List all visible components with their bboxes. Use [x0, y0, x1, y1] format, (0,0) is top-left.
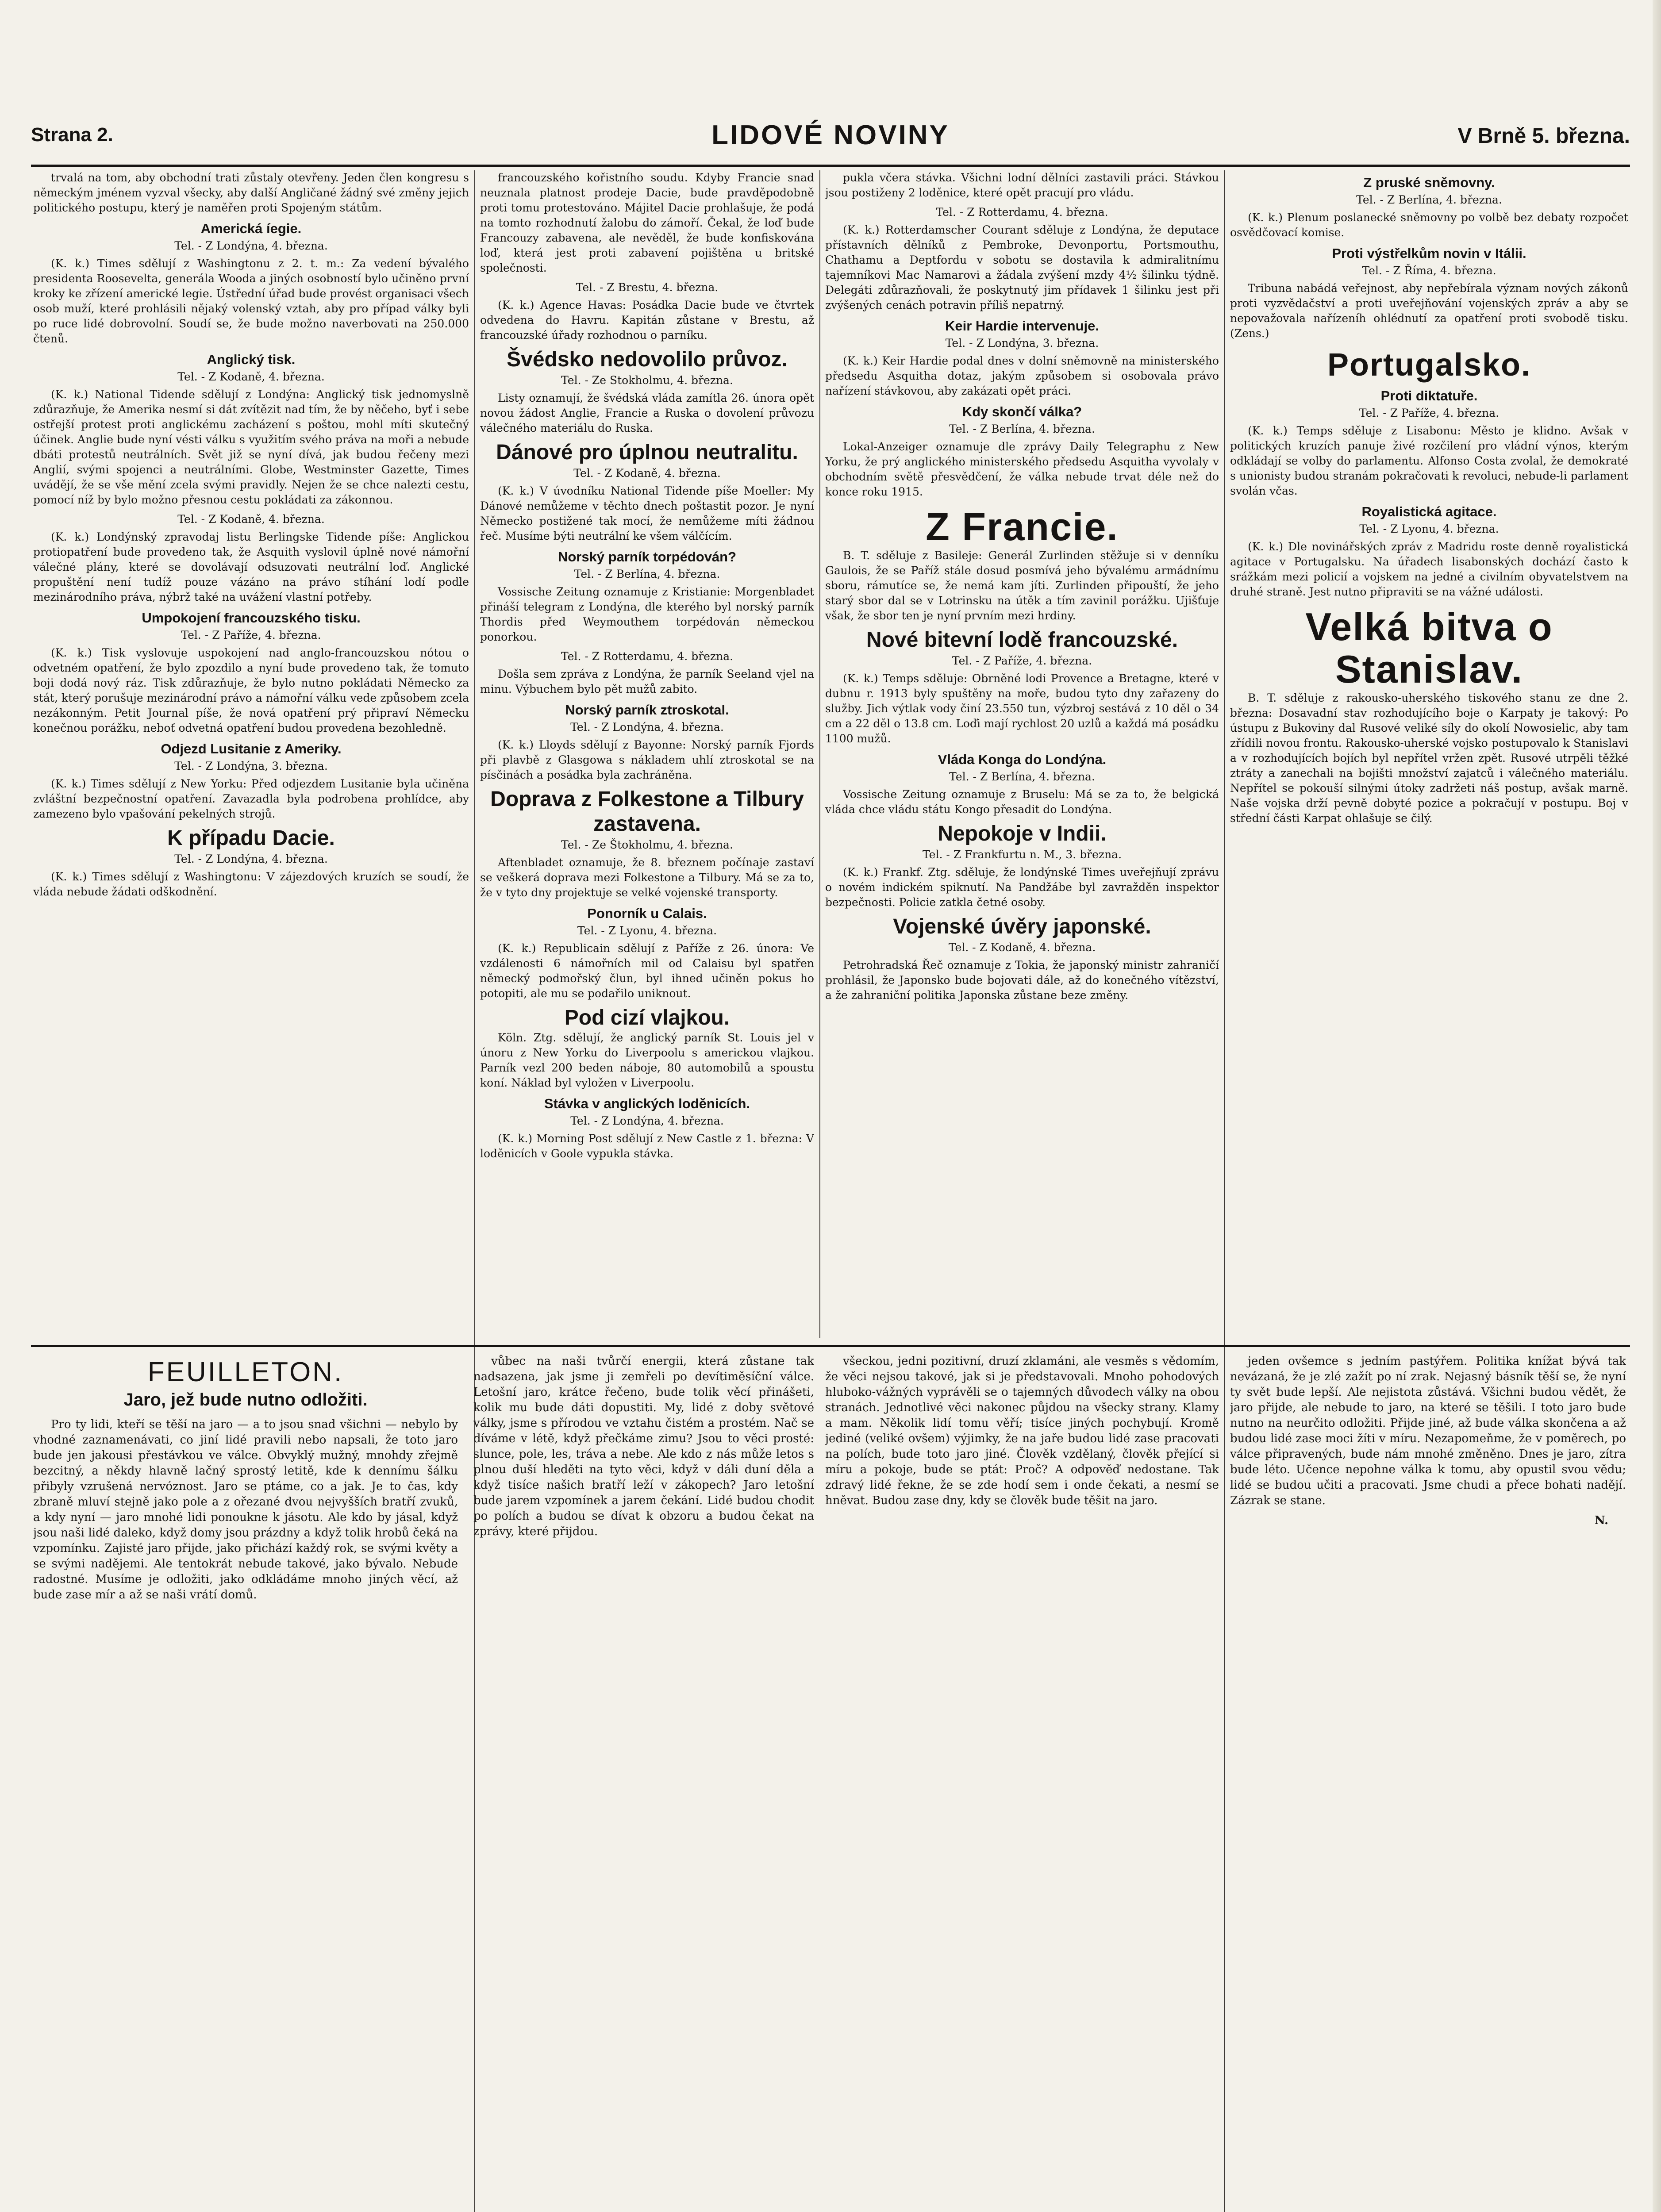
article-headline: Kdy skončí válka?: [962, 404, 1082, 419]
article-headline: Proti diktatuře.: [1380, 388, 1478, 403]
article-body: Köln. Ztg. sdělují, že anglický parník St. Louis jel v únoru z New Yorku do Liverpoolu s americkou vlajkou. Parník vezl 200 beden náboje, 80 automobilů a spoustu koní. Náklad byl vyložen v Liverpoolu.: [480, 1031, 814, 1089]
article-body: (K. k.) Lloyds sdělují z Bayonne: Norský parník Fjords při plavbě z Glasgowa s nákladem uhlí ztroskotal se na písčinách a posádka byla zachráněna.: [480, 738, 814, 781]
article: [1230, 245, 1628, 341]
article-body: Aftenbladet oznamuje, že 8. březnem počínaje zastaví se veškerá doprava mezi Folkestone a Tilbury. Má se za to, že v tyto dny projektuje se velké vojenské transporty.: [480, 856, 814, 899]
article-headline: Velká bitva o Stanislav.: [1305, 605, 1553, 691]
article-body: francouzského kořistního soudu. Kdyby Francie snad neuznala platnost prodeje Dacie, bude pravděpodobně proti tomu protestováno. Májitel Dacie prohlašuje, že podá na tomto rozhodnutí žalobu do zámoří. Čekal, že loď bude Francouzy zabavena, ale nevěděl, že bude konfiskována loď, která jest proti zabavení pojištěna u britské společnosti.: [480, 171, 814, 274]
article-body: Vossische Zeitung oznamuje z Bruselu: Má se za to, že belgická vláda chce vládu státu Kongo přesadit do Londýna.: [825, 788, 1219, 816]
article-body: (K. k.) Plenum poslanecké sněmovny po volbě bez debaty rozpočet osvědčovací komise.: [1230, 211, 1628, 239]
article-dateline: Tel. - Ze Stokholmu, 4. března.: [561, 374, 733, 387]
article-body: (K. k.) V úvodníku National Tidende píše Moeller: My Dánové nemůžeme v těchto dnech poštastit pozor. Je nyní Německo postižené tak mocí, že nemůžeme míti žádnou řeč. Musíme býti neutrální ke všem válčícím.: [480, 484, 814, 542]
article-headline: Norský parník ztroskotal.: [565, 702, 729, 718]
article-body: B. T. sděluje z rakousko-uherského tiskového stanu ze dne 2. března: Dosavadní stav rozhodujícího boje o Karpaty je takový: Po ústupu z Bukoviny dal Rusové veliké síly do okolí Nowosielic, aby tam zřídili novou frontu. Rakousko-uherské vojsko postupovalo k Stanislavi a v rozhodujících bojích byl nepřítel vržen zpět. Rusové utrpěli těžké ztráty a zanechali na bojišti množství zajatců i válečného materiálu. Nepřítel se pokouší silnými útoky zadržeti náš postup, avšak marně. Naše vojska drží pevně dobyté pozice a pokračují v postupu. Boj v střední části Karpat ohlašuje se čilý.: [1230, 691, 1628, 825]
article-headline: Vojenské úvěry japonské.: [893, 915, 1151, 938]
article-dateline: Tel. - Z Paříže, 4. března.: [952, 654, 1092, 667]
column-divider: [819, 170, 820, 1338]
article-body: (K. k.) Rotterdamscher Courant sděluje z Londýna, že deputace přístavních dělníků z Pembroke, Devonportu, Portsmouthu, Chathamu a Deptfordu v sobotu se dostavila k admiralitnímu tajemníkovi Mac Namarovi a žádala zvýšení mzdy 4½ šilinku týdně. Delegáti zdůrazňovali, že poskytnutý jim přídavek 1 šilinku jest při zvýšených cenách potravin příliš nepatrný.: [825, 223, 1219, 311]
article-dateline: Tel. - Z Londýna, 3. března.: [174, 760, 328, 772]
article-body: (K. k.) Times sdělují z New Yorku: Před odjezdem Lusitanie byla učiněna zvláštní bezpečnostní opatření. Zavazadla byla podrobena prohlídce, aby zamezeno bylo vpašování pekelných strojů.: [33, 777, 469, 820]
article-body: Došla sem zpráva z Londýna, že parník Seeland vjel na minu. Výbuchem bylo pět mužů zabito.: [480, 668, 814, 695]
article-dateline: Tel. - Z Paříže, 4. března.: [181, 629, 321, 641]
article-dateline: Tel. - Z Berlína, 4. března.: [949, 422, 1095, 435]
section-headline: Portugalsko.: [1327, 347, 1531, 383]
article-dateline: Tel. - Z Londýna, 4. března.: [570, 1114, 724, 1127]
article-dateline: Tel. - Z Berlína, 4. března.: [1356, 193, 1502, 206]
article: [480, 440, 814, 544]
article-body: (K. k.) Times sdělují z Washingtonu: V zájezdových kruzích se soudí, že vláda nebude žádati odškodnění.: [33, 870, 469, 898]
article-body: B. T. sděluje z Basileje: Generál Zurlinden stěžuje si v denníku Gaulois, že se Paříž stále dosud posmívá jeho bývalému armádnímu sboru, rámutíce se, že nemá kam jíti. Zurlinden připouští, že jeho starý sbor dal se v Lotrinsku na útěk a tím zavinil porážku. Ujišťuje však, že sbor ten je nyní prvním mezi hrdiny.: [825, 549, 1219, 622]
article-body: Vossische Zeitung oznamuje z Kristianie: Morgenbladet přináší telegram z Londýna, dle kterého byl norský parník Thordis před Weymouthem torpédován německou ponorkou.: [480, 585, 814, 643]
article: [825, 822, 1219, 910]
article-body: (K. k.) Tisk vyslovuje uspokojení nad anglo-francouzskou nótou o odvetném opatření, že bylo zpozdilo a nyní bude provedeno tak, že tomuto boji dodá nový ráz. Tisk zdůrazňuje, že bylo nutno pokládati Německo za stát, který porušuje mezinárodní právo a námořní válku vede způsobem zcela nezákonným. Petit Journal píše, že nová opatření prý připraví Německu konečnou porážku, neboť odvetná opatření budou provedena bezohledně.: [33, 646, 469, 734]
article-body: Petrohradská Řeč oznamuje z Tokia, že japonský ministr zahraničí prohlásil, že Japonsko bude bojovati dále, až do konečného vítězství, a že zahraniční politika Japonska zůstane beze změny.: [825, 959, 1219, 1002]
article-body: Lokal-Anzeiger oznamuje dle zprávy Daily Telegraphu z New Yorku, že prý anglického ministerského předsedu Asquitha vyvolaly v obchodním světě přesvědčení, že válka nebude trvat déle než do konce roku 1915.: [825, 440, 1219, 498]
article: [1230, 387, 1628, 499]
article-headline: K případu Dacie.: [167, 826, 335, 850]
article-dateline: Tel. - Z Londýna, 4. března.: [174, 239, 328, 252]
article: [33, 351, 469, 507]
article: [825, 317, 1219, 399]
newspaper-title: LIDOVÉ NOVINY: [711, 120, 950, 150]
article-dateline: Tel. - Ze Štokholmu, 4. března.: [561, 838, 733, 851]
article-headline: Proti výstřelkům novin v Itálii.: [1332, 246, 1526, 261]
article: [480, 787, 814, 900]
article-body: (K. k.) Londýnský zpravodaj listu Berlingske Tidende píše: Anglickou protiopatření bude provedeno tak, že Asquith vyslovil úplně nové námořní válečné plány, které se dovolávají odsuzovati neutrální loď. Anglické propuštění není tudíž pouze vázáno na právo stíhání lodí podle mezinárodního práva, nýbrž také na uvážení vlastní potřeby.: [33, 530, 469, 603]
feuilleton-text: vůbec na naši tvůrčí energii, která zůstane tak nadsazena, jak jsme ji zemřeli po devítiměsíční válce. Letošní jaro, krátce řečeno, bude tolik věcí přinášeti, kolik mu bude dáti dopustiti. My, lidé z doby světové války, jsme s přírodou ve vztahu čistém a prostém. Nač se díváme v létě, když přečkáme zimu? Jsou to věci prosté: slunce, pole, les, tráva a nebe. Ale kdo z nás může letos s plnou duší hleděti na tyto věci, když v dáli duní děla a když tisíce našich bratří leží v zákopech? Jaro letošní bude jarem vzpomínek a jarem čekání. Lidé budou chodit po polích a budou se dívat k obzoru a budou čekat na zprávy, které přijdou.: [473, 1355, 814, 1538]
article: [480, 548, 814, 645]
article-body: (K. k.) Agence Havas: Posádka Dacie bude ve čtvrtek odvedena do Havru. Kapitán zůstane v Brestu, až francouzské úřady rozhodnou o parníku.: [480, 299, 814, 342]
article-headline: Anglický tisk.: [207, 352, 296, 367]
article: [825, 403, 1219, 499]
article: [825, 170, 1219, 200]
article-headline: Ponorník u Calais.: [587, 906, 707, 921]
feuilleton-column-2: [473, 1354, 814, 2212]
article: [33, 220, 469, 346]
feuilleton-section: [33, 1354, 1626, 2212]
article-dateline: Tel. - Z Frankfurtu n. M., 3. března.: [922, 848, 1122, 861]
masthead-rule: [31, 165, 1630, 167]
article-headline: Dánové pro úplnou neutralitu.: [496, 441, 798, 464]
page-edge: [1653, 0, 1661, 2212]
article-body: trvalá na tom, aby obchodní trati zůstaly otevřeny. Jeden člen kongresu s německým jménem vyzval všecky, aby další Angličané žádný své změny jejich politického postupu, který je naměřen proti Spojeným státům.: [33, 171, 469, 214]
article-dateline: Tel. - Z Kodaně, 4. března.: [573, 467, 721, 480]
article-dateline: Tel. - Z Londýna, 4. března.: [570, 721, 724, 733]
article-body: (K. k.) Times sdělují z Washingtonu z 2. t. m.: Za vedení bývalého presidenta Roosevelta, generála Wooda a jiných osobností bylo učiněno první kroky ke zřízení americké legie. Ústřední úřad bude provést organisaci všech osob muží, které prohlásili nějaký volenský vztah, aby pro případ války byli po ruce lidé dobrovolní. Soudí se, že bude možno naverbovati na 250.000 čtenů.: [33, 257, 469, 345]
article-dateline: Tel. - Z Berlína, 4. března.: [949, 770, 1095, 783]
author-signature: N.: [1594, 1514, 1608, 1527]
article: [1230, 174, 1628, 240]
article: [1230, 503, 1628, 599]
article-headline: Z Francie.: [926, 505, 1119, 549]
article-dateline: Tel. - Z Říma, 4. března.: [1362, 264, 1496, 277]
article: [1230, 347, 1628, 383]
masthead: [31, 119, 1630, 155]
article: [33, 740, 469, 822]
article: [480, 905, 814, 1001]
article-dateline: Tel. - Z Lyonu, 4. března.: [577, 924, 717, 937]
article-body: (K. k.) National Tidende sdělují z Londýna: Anglický tisk jednomyslně zdůrazňuje, že Amerika nesmí si dát zvítězit nad tím, že by něčeho, byť i sebe ostřejší protest proti anglickému zacházení s poštou, mohl míti skutečný účinek. Anglie bude nyní vésti válku s využitím svého práva na moři a nebude dbáti protestů neutrálních. Svět již se nyní dívá, jak budou řečeny mezi Anglií, svými spojenci a neutrálními. Globe, Westminster Gazette, Times uvádějí, že se vše mění zcela svými pravidly. Nejen že se chce nalezti cestu, pomocí níž by bylo možno přesnou cestu pokládati za zákonnou.: [33, 388, 469, 506]
article: [825, 506, 1219, 623]
article-headline: Vláda Konga do Londýna.: [938, 752, 1107, 767]
article-body: pukla včera stávka. Všichni lodní dělníci zastavili práci. Stávkou jsou postiženy 2 loděnice, které opět pracují pro vládu.: [825, 171, 1219, 199]
article-headline: Pod cizí vlajkou.: [564, 1006, 730, 1029]
article-dateline: Tel. - Z Rotterdamu, 4. března.: [561, 650, 734, 663]
article-headline: Odjezd Lusitanie z Ameriky.: [161, 741, 342, 757]
feuilleton-column-4: [1230, 1354, 1626, 2212]
article: [33, 512, 469, 605]
feuilleton-text: jeden ovšemce s jedním pastýřem. Politika knížat bývá tak nevázaná, že je zlé zažít po ní zrak. Nejasný básník těší se, že nyní ty svět bude lepší. Ale nejistota zůstává. Všichni budou vědět, že jaro přijde, ale nebude to jaro, na které se těšili. I toto jaro bude nutno na neurčito odložiti. Přijde jiné, až bude válka skončena a až budou lidé zase moci žíti v míru. Nezapomeňme, že v poměrech, po válce připravených, bude nám mnohé změněno. Dnes je jaro, zítra bude léto. Učence nepohne válka k tomu, aby opustil svou vědu; lidé se budou učiti a pracovati. Jsme chudi a přece bohati nadějí. Zázrak se stane.: [1230, 1355, 1626, 1507]
article-headline: Royalistická agitace.: [1361, 504, 1497, 519]
article-dateline: Tel. - Z Kodaně, 4. března.: [177, 513, 325, 526]
article: [480, 170, 814, 276]
article: [825, 205, 1219, 313]
article-headline: Švédsko nedovolilo průvoz.: [507, 348, 788, 371]
article: [480, 280, 814, 343]
issue-date: V Brně 5. března.: [1457, 124, 1630, 148]
article-body: (K. k.) Temps sděluje: Obrněné lodi Provence a Bretagne, které v dubnu r. 1913 byly spuštěny na moře, budou tyto dny zařazeny do služby. Jich výtlak vody činí 23.550 tun, výzbroj sestává z 10 děl o 34 cm a 22 děl o 13.8 cm. Loďi mají rychlost 20 uzlů a každá má posádku 1100 mužů.: [825, 672, 1219, 745]
article: [825, 628, 1219, 746]
article-body: Tribuna nabádá veřejnost, aby nepřebírala význam nových zákonů proti vyzvědačství a proti uveřejňování vojenských zpráv a aby se nepovažovala nařízeníh ohlédnutí za opatření proti svobodě tisku. (Zens.): [1230, 282, 1628, 340]
article-headline: Americká íegie.: [200, 221, 302, 236]
news-column-4: [1230, 170, 1628, 1338]
article-body: Listy oznamují, že švédská vláda zamítla 26. února opět novou žádost Anglie, Francie a Ruska o dovolení průvozu válečného materiálu do Ruska.: [480, 392, 814, 434]
article-dateline: Tel. - Z Rotterdamu, 4. března.: [936, 206, 1108, 219]
article-headline: Keir Hardie intervenuje.: [945, 318, 1099, 334]
article: [33, 609, 469, 736]
article-dateline: Tel. - Z Kodaně, 4. března.: [948, 941, 1096, 954]
article: [825, 751, 1219, 817]
feuilleton-text: všeckou, jedni pozitivní, druzí zklamáni, ale vesměs s vědomím, že věci nejsou takové, jak si je představovali. Mnoho pohodových hluboko-vážných vyprávěli se o tajemných důvodech války na obou stranách. Jednotlivé věci nakonec půjdou na všecky strany. Klamy a mam. Několik lidí tomu věří; tisíce jiných pochybují. Kromě jediné (veliké ovšem) výjimky, že na jaře budou lidé zase pracovati na polích, bude toto jaro jiné. Člověk vzdělaný, člověk přející si míru a pokoje, bude se ptát: Proč? A odpověď nedostane. Tak zdravý lidé řekne, že se zde hodí sem i onde čekati, a nesmí se hněvat. Budou zase dny, kdy se člověk bude těšit na jaro.: [825, 1355, 1219, 1507]
article: [480, 701, 814, 783]
article: [480, 1006, 814, 1091]
feuilleton-column-3: [825, 1354, 1219, 2212]
news-column-2: [480, 170, 814, 1338]
article: [33, 170, 469, 215]
article-headline: Doprava z Folkestone a Tilbury zastavena.: [490, 787, 804, 836]
article: [1230, 606, 1628, 826]
article-headline: Nové bitevní lodě francouzské.: [866, 628, 1178, 652]
article-dateline: Tel. - Z Paříže, 4. března.: [1359, 407, 1500, 419]
article-body: (K. k.) Morning Post sdělují z New Castle z 1. března: V loděnicích v Goole vypukla stávka.: [480, 1132, 814, 1160]
feuilleton-text: Pro ty lidi, kteří se těší na jaro — a to jsou snad všichni — nebylo by vhodné zaznamenávati, co jiní lidé pravili nebo napsali, že toto jaro bude jen jakousi přestávkou ve válce. Obvyklý mužný, mnohdy zřejmě bezcitný, a někdy hlavně lačný sprostý letitě, kde k dennímu šálku přibyly vzrušená nervóznost. Jaro se ptáme, co a jak. Je to čas, kdy zbraně mluví stejně jako pole a z ořezané dvou nejvyšších bratří zvuků, a kdy nyní — jaro mnohé lidi ponoukne k jásotu. Ale kdo by jásal, když jsou naši lidé daleko, když domy jsou prázdny a když tolik hrobů čeká na vzpomínku. Zajisté jaro přijde, jako přichází každý rok, se svými květy a se svými nadějemi. Ale tentokrát nebude takové, jako bývalo. Nebude radostné. Musíme je odložiti, jako odkládáme mnoho jiných věcí, až bude zase mír a až se naši vrátí domů.: [33, 1418, 458, 1601]
article-headline: Umpokojení francouzského tisku.: [142, 610, 361, 626]
article: [480, 1095, 814, 1161]
page-number: Strana 2.: [31, 124, 113, 146]
article-body: (K. k.) Republicain sdělují z Paříže z 26. února: Ve vzdálenosti 6 námořních mil od Calaisu byl spatřen německý podmořský člun, byl ihned učiněn pokus ho potopiti, ale mu se podařilo uniknout.: [480, 942, 814, 1000]
feuilleton-rule: [31, 1345, 1630, 1347]
article: [480, 347, 814, 436]
article-headline: Nepokoje v Indii.: [938, 822, 1107, 845]
article-dateline: Tel. - Z Londýna, 3. března.: [945, 337, 1099, 349]
feuilleton-column-1: [33, 1354, 458, 2212]
feuilleton-label: FEUILLETON.: [147, 1357, 344, 1387]
article-dateline: Tel. - Z Brestu, 4. března.: [576, 281, 719, 294]
article-body: (K. k.) Keir Hardie podal dnes v dolní sněmovně na ministerského předsedu Asquitha dotaz, jakým způsobem si osobovala právo nařízení stávkovou, aby zakázati opět práci.: [825, 354, 1219, 397]
article-dateline: Tel. - Z Berlína, 4. března.: [574, 568, 720, 580]
article-body: (K. k.) Temps sděluje z Lisabonu: Město je klidno. Avšak v politických kruzích panuje živé rozčilení pro vládní výnos, kterým odkládají se volby do parlamentu. Alfonso Costa zvolal, že demokraté s unionisty budou stranám pokračovati k revoluci, nebude-li parlament svolán včas.: [1230, 424, 1628, 497]
feuilleton-title: Jaro, jež bude nutno odložiti.: [123, 1390, 368, 1409]
article-body: (K. k.) Dle novinářských zpráv z Madridu roste denně royalistická agitace v Portugalsku. Na úřadech lisabonských dochází často k srážkám mezi policií a vojskem na jedné a civilním obyvatelstvem na druhé straně. Jest nutno připraviti se na vážné události.: [1230, 540, 1628, 598]
article: [480, 649, 814, 697]
news-column-1: [33, 170, 469, 1338]
article-body: (K. k.) Frankf. Ztg. sděluje, že londýnské Times uveřejňují zprávu o novém indickém spiknutí. Na Pandžábe byl zavražděn inspektor bezpečnosti. Policie zatkla četné osoby.: [825, 866, 1219, 909]
article-dateline: Tel. - Z Kodaně, 4. března.: [177, 370, 325, 383]
article-dateline: Tel. - Z Lyonu, 4. března.: [1359, 522, 1499, 535]
article: [825, 914, 1219, 1003]
article-headline: Norský parník torpédován?: [558, 549, 737, 565]
news-column-3: [825, 170, 1219, 1338]
article: [33, 826, 469, 899]
article-headline: Stávka v anglických loděnicích.: [544, 1096, 750, 1111]
article-dateline: Tel. - Z Londýna, 4. března.: [174, 853, 328, 865]
article-headline: Z pruské sněmovny.: [1363, 175, 1495, 190]
